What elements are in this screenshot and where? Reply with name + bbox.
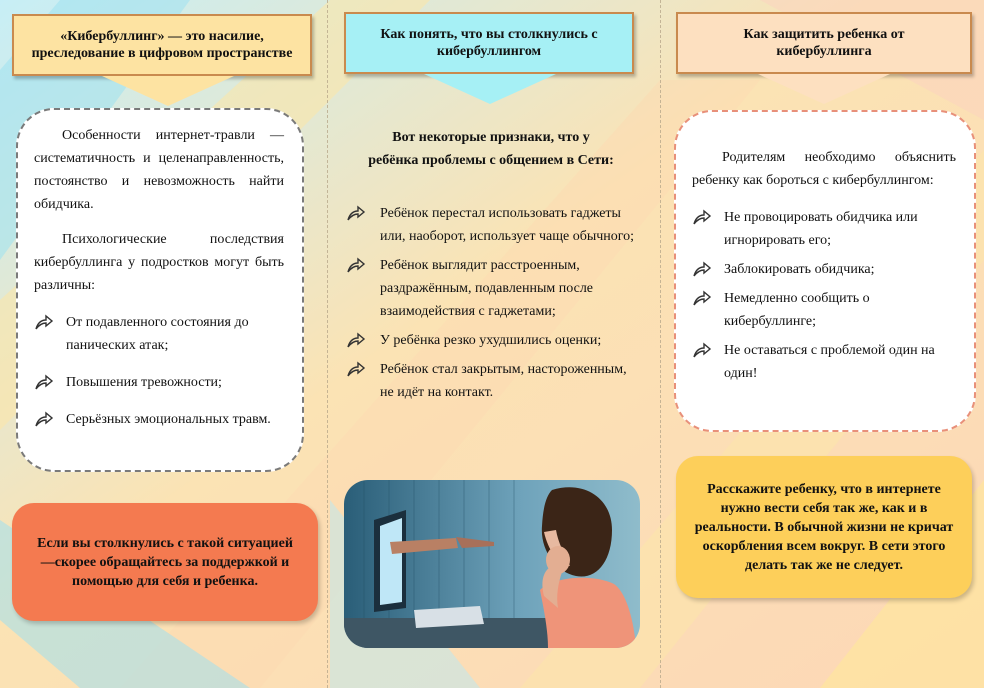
list-item — [346, 202, 636, 248]
advice-note-text: Расскажите ребенку, что в интернете нужно вести себя так же, как и в реальности. В обычной жизни не кричат оскорбления всем вокруг. В сети этого делать так же не следует. — [694, 481, 954, 573]
help-note-text: Если вы столкнулись с такой ситуацией—скорее обращайтесь за поддержкой и помощью для себя и ребенка. — [37, 535, 293, 589]
header-arrow — [102, 76, 234, 106]
pointing-arrow-icon — [692, 340, 712, 360]
pointing-arrow-icon — [346, 330, 366, 350]
header-arrow — [424, 74, 556, 104]
header-title: Как защитить ребенка от кибербуллинга — [743, 27, 905, 59]
list-item-text: Повышения тревожности; — [66, 375, 222, 390]
header-arrow — [758, 74, 890, 104]
psych-paragraph: Психологические последствия кибербуллинга у подростков могут быть различны: — [34, 232, 284, 293]
advice-note-box — [676, 456, 972, 598]
list-item-text: Ребёнок выглядит расстроенным, раздражённым, подавленным после взаимодействия с гаджетами; — [380, 258, 594, 319]
protection-list — [692, 206, 956, 385]
pointing-arrow-icon — [692, 207, 712, 227]
list-item — [692, 339, 956, 385]
list-item-text: Ребёнок стал закрытым, настороженным, не идёт на контакт. — [380, 362, 627, 400]
pointing-arrow-icon — [692, 288, 712, 308]
list-item-text: Ребёнок перестал использовать гаджеты или, наоборот, использует чаще обычного; — [380, 206, 635, 244]
info-panel-right — [674, 110, 976, 432]
header-callout-right — [676, 12, 972, 104]
pointing-arrow-icon — [34, 409, 54, 429]
pointing-arrow-icon — [346, 359, 366, 379]
list-item — [346, 358, 636, 404]
signs-subheading: Вот некоторые признаки, что у ребёнка проблемы с общением в Сети: — [368, 130, 614, 168]
header-callout-middle — [344, 12, 634, 104]
list-item — [346, 329, 636, 352]
intro-paragraph: Родителям необходимо объяснить ребенку как бороться с кибербуллингом: — [692, 150, 956, 188]
list-item-text: Немедленно сообщить о кибербуллинге; — [724, 291, 870, 329]
list-item-text: Серьёзных эмоциональных травм. — [66, 412, 271, 427]
fold-line-2 — [660, 0, 661, 688]
pointing-arrow-icon — [346, 255, 366, 275]
list-item — [346, 254, 636, 323]
header-title: «Кибербуллинг» — это насилие, преследование в цифровом пространстве — [31, 29, 293, 61]
pointing-arrow-icon — [34, 312, 54, 332]
list-item-text: Не оставаться с проблемой один на один! — [724, 343, 935, 381]
list-item-text: У ребёнка резко ухудшились оценки; — [380, 333, 602, 348]
header-box — [344, 12, 634, 74]
list-item — [692, 287, 956, 333]
list-item — [692, 206, 956, 252]
list-item-text: Не провоцировать обидчика или игнорировать его; — [724, 210, 918, 248]
header-box — [676, 12, 972, 74]
list-item-text: Заблокировать обидчика; — [724, 262, 875, 277]
list-item — [34, 408, 284, 431]
help-note-box — [12, 503, 318, 621]
header-title: Как понять, что вы столкнулись с кибербуллингом — [380, 27, 598, 59]
cyberbullying-illustration — [344, 480, 640, 648]
header-callout-left — [12, 14, 312, 106]
effects-list — [34, 311, 284, 431]
list-item-text: От подавленного состояния до панических атак; — [66, 315, 249, 353]
signs-list — [346, 202, 636, 404]
list-item — [34, 311, 284, 357]
list-item — [34, 371, 284, 394]
list-item — [692, 258, 956, 281]
pointing-arrow-icon — [346, 203, 366, 223]
intro-paragraph: Особенности интернет-травли — систематичность и целенаправленность, постоянство и невозможность найти обидчика. — [34, 128, 284, 212]
pointing-arrow-icon — [34, 372, 54, 392]
header-box — [12, 14, 312, 76]
info-panel-left — [16, 108, 304, 472]
fold-line-1 — [327, 0, 328, 688]
pointing-arrow-icon — [692, 259, 712, 279]
